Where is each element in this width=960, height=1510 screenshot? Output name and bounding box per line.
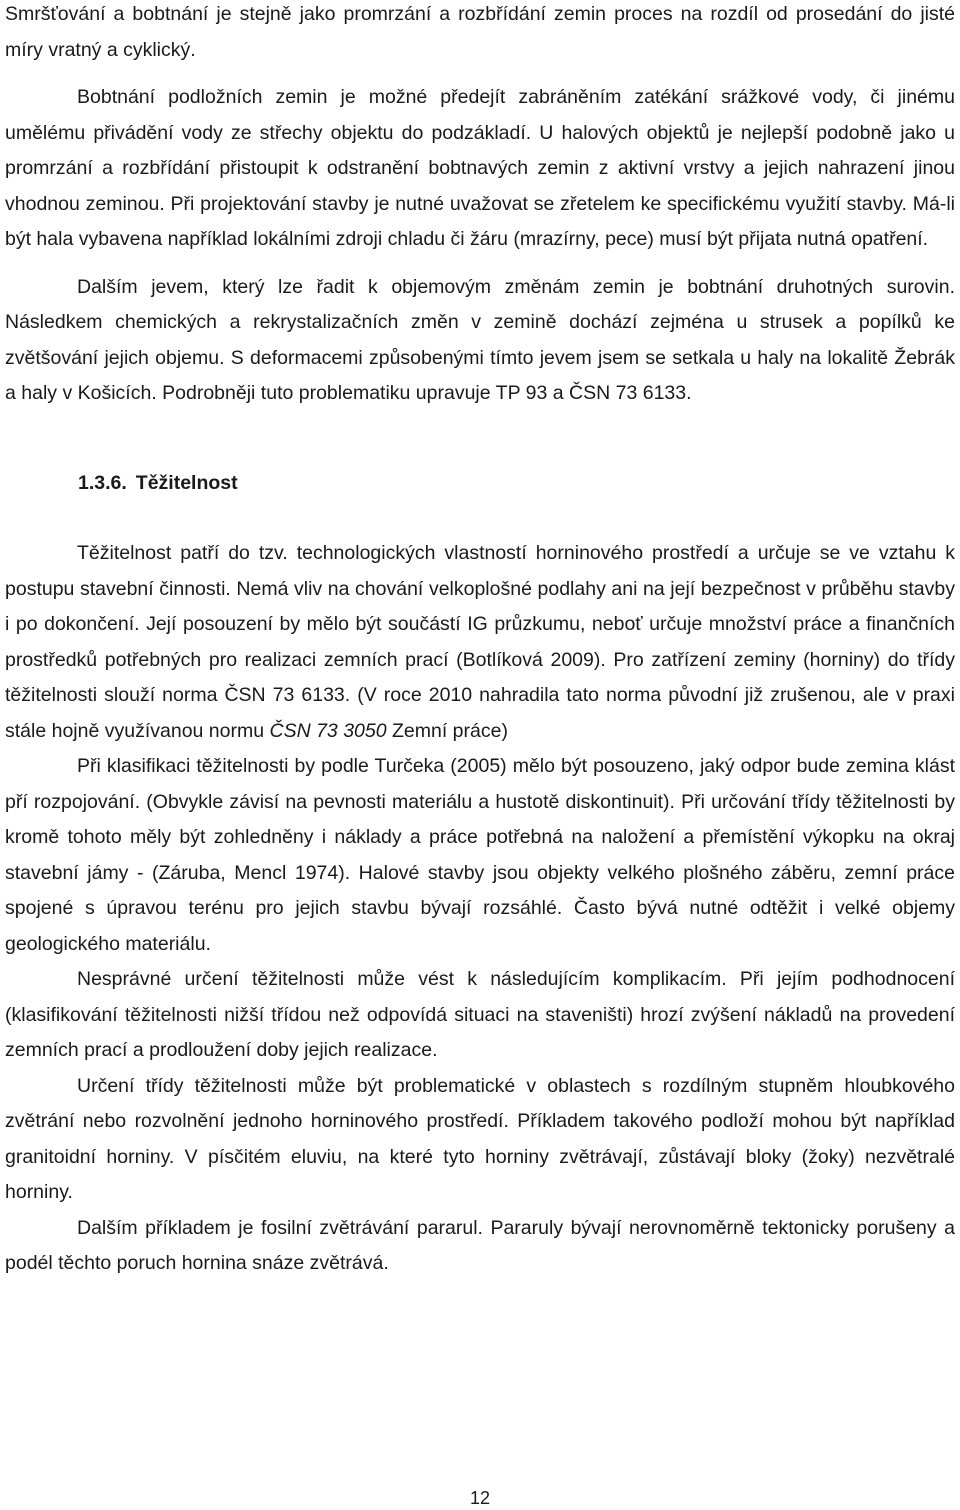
section-number: 1.3.6. <box>78 471 127 494</box>
standard-reference-italic: ČSN 73 3050 <box>269 719 387 742</box>
page-number: 12 <box>469 1488 491 1508</box>
paragraph-text-part: Těžitelnost patří do tzv. technologických vlastností horninového prostředí a určuje se ve vztahu k postupu stavební činnosti. Nemá vliv na chování velkoplošné podlahy ani na její bezpečnost v průběhu stavby i po dokončení. Její posouzení by mělo být součástí IG průzkumu, neboť určuje množství práce a finančních prostředků potřebných pro realizaci zemních prací (Botlíková 2009). Pro zatřízení zeminy (horniny) do třídy těžitelnosti slouží norma ČSN 73 6133. (V roce 2010 nahradila tato norma původní již zrušenou, ale v praxi stále hojně využívanou normu <box>5 542 955 742</box>
document-body <box>5 0 955 1282</box>
paragraph-swelling-prevention: Bobtnání podložních zemin je možné předejít zabráněním zatékání srážkové vody, či jinému umělému přivádění vody ze střechy objektu do podzákladí. U halových objektů je nejlepší podobně jako u promrzání a rozbřídání přistoupit k odstranění bobtnavých zemin z aktivní vrstvy a jejich nahrazení jinou vhodnou zeminou. Při projektování stavby je nutné uvažovat se zřetelem ke specifickému využití stavby. Má-li být hala vybavena například lokálními zdroji chladu či žáru (mrazírny, pece) musí být přijata nutná opatření. <box>5 86 955 250</box>
paragraph-fossil-weathering: Dalším příkladem je fosilní zvětrávání pararul. Pararuly bývají nerovnoměrně tektonicky porušeny a podél těchto poruch hornina snáze zvětrává. <box>5 1216 955 1274</box>
section-heading-excavability <box>5 466 955 502</box>
paragraph-weathering-problems: Určení třídy těžitelnosti může být problematické v oblastech s rozdílným stupněm hloubkového zvětrání nebo rozvolnění jednoho horninového prostředí. Příkladem takového podloží mohou být například granitoidní horniny. V písčitém eluviu, na které tyto horniny zvětrávají, zůstávají bloky (žoky) nezvětralé horniny. <box>5 1074 955 1203</box>
paragraph-classification: Při klasifikaci těžitelnosti by podle Turčeka (2005) mělo být posouzeno, jaký odpor bude zemina klást pří rozpojování. (Obvykle závisí na pevnosti materiálu a hustotě diskontinuit). Při určování třídy těžitelnosti by kromě tohoto měly být zohledněny i náklady a práce potřebná na naložení a přemístění výkopku na okraj stavební jámy - (Záruba, Mencl 1974). Halové stavby jsou objekty velkého plošného záběru, zemní práce spojené s úpravou terénu pro jejich stavbu bývají rozsáhlé. Často bývá nutné odtěžit i velké objemy geologického materiálu. <box>5 755 955 955</box>
paragraph-shrink-swell: Smršťování a bobtnání je stejně jako promrzání a rozbřídání zemin proces na rozdíl od prosedání do jisté míry vratný a cyklický. <box>5 3 955 61</box>
paragraph-incorrect-determination: Nesprávné určení těžitelnosti může vést k následujícím komplikacím. Při jejím podhodnocení (klasifikování těžitelnosti nižší třídou než odpovídá situaci na staveništi) hrozí zvýšení nákladů na provedení zemních prací a prodloužení doby jejich realizace. <box>5 968 955 1061</box>
paragraph-secondary-materials: Dalším jevem, který lze řadit k objemovým změnám zemin je bobtnání druhotných surovin. Následkem chemických a rekrystalizačních změn v zemině dochází zejména u strusek a popílků ke zvětšování jejich objemu. S deformacemi způsobenými tímto jevem jsem se setkala u haly na lokalitě Žebrák a haly v Košicích. Podrobněji tuto problematiku upravuje TP 93 a ČSN 73 6133. <box>5 275 955 404</box>
section-title: Těžitelnost <box>135 471 238 494</box>
paragraph-excavability-intro <box>5 536 955 749</box>
paragraph-text-part: Zemní práce) <box>386 719 508 742</box>
